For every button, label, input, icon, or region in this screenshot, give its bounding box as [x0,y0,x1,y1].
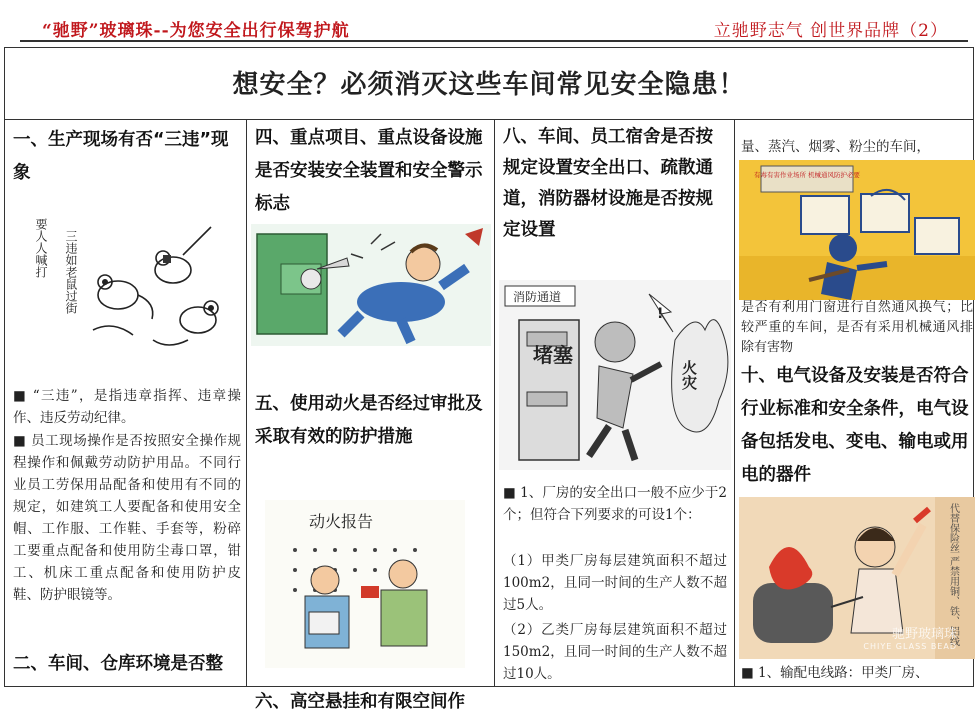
section-6-heading: 六、高空悬挂和有限空间作 [255,692,465,712]
fire-lane-sign: 消防通道 [513,290,562,304]
page-title: 想安全？必须消灭这些车间常见安全隐患！ [232,70,746,100]
section-5-heading: 五、使用动火是否经过审批及采取有效的防护措施 [255,394,483,447]
ventilation-sign: 有毒有害作业场所 机械通风防护必要 [753,171,861,179]
column-4 [735,120,975,686]
content-frame [4,47,974,712]
svg-text:!: ! [657,306,664,322]
blocked-label: 堵塞 [533,343,573,367]
fire-label: 火灾 [680,360,698,390]
section-8-paragraph-2: （1）甲类厂房每层建筑面积不超过100m2，且同一时间的生产人数不超过5人。 [503,553,727,613]
section-9-paragraph-continued: 量、蒸汽、烟雾、粉尘的车间， [741,139,930,155]
section-2-heading: 二、车间、仓库环境是否整 [13,654,223,674]
section-1-paragraph-2: ■ 员工现场操作是否按照安全操作规程操作和佩戴劳动防护用品。不同行业员工劳保用品配备和使用有不同的规定，如建筑工人要配备和使用安全帽、工作服、工作鞋、手套等，粉碎工要重点配备和使用防尘毒口罩，钳工、机床工重点配备和使用防护皮鞋、防护眼镜等。 [13,433,241,603]
hot-work-permit-cartoon [265,500,465,668]
column-1 [5,120,247,686]
section-8-heading: 八、车间、员工宿舍是否按规定设置安全出口、疏散通道，消防器材设施是否按规定设置 [503,127,713,240]
watermark-english: CHIYE GLASS BEAD [863,642,957,651]
three-violations-cartoon [13,200,241,370]
section-9-paragraph-ventilation: 是否有利用门窗进行自然通风换气；比较严重的车间，是否有采用机械通风排除有害物 [741,300,973,355]
column-2 [247,120,495,712]
section-8-paragraph-3: （2）乙类厂房每层建筑面积不超过150m2，且同一时间的生产人数不超过10人。 [503,622,727,682]
machine-safety-cartoon [251,224,491,346]
fuse-warning-text: 代替保险丝 严禁用铜、铁、铝线 [947,503,959,647]
title-box [5,48,973,120]
ventilation-cartoon [739,160,975,300]
svg-text:要人人喊打: 要人人喊打 [34,218,48,278]
header-slogan-left: “驰野”玻璃珠--为您安全出行保驾护航 [42,21,350,41]
section-10-heading: 十、电气设备及安装是否符合行业标准和安全条件，电气设备包括发电、变电、输电或用电的器件 [741,366,969,485]
brand-watermark [863,623,957,651]
section-1-paragraph-1: ■ “三违”，是指违章指挥、违章操作、违反劳动纪律。 [13,388,241,426]
header-slogan-right: 立驰野志气 创世界品牌（2） [713,21,948,41]
section-10-paragraph-1: ■ 1、输配电线路：甲类厂房、 [741,665,929,681]
watermark-chinese: 驰野玻璃珠 [891,627,957,642]
svg-text:三违如老鼠过街: 三违如老鼠过街 [64,230,78,314]
header-divider [20,40,968,42]
section-4-heading: 四、重点项目、重点设备设施是否安装安全装置和安全警示标志 [255,128,483,214]
blocked-exit-cartoon [499,280,731,470]
page-header [0,0,978,42]
column-3 [495,120,735,686]
section-1-heading: 一、生产现场有否“三违”现象 [13,130,229,183]
hot-work-poster-title: 动火报告 [309,512,374,531]
fuse-warning-cartoon [739,497,975,659]
section-8-paragraph-1: ■ 1、厂房的安全出口一般不应少于2个；但符合下列要求的可设1个： [503,485,727,523]
